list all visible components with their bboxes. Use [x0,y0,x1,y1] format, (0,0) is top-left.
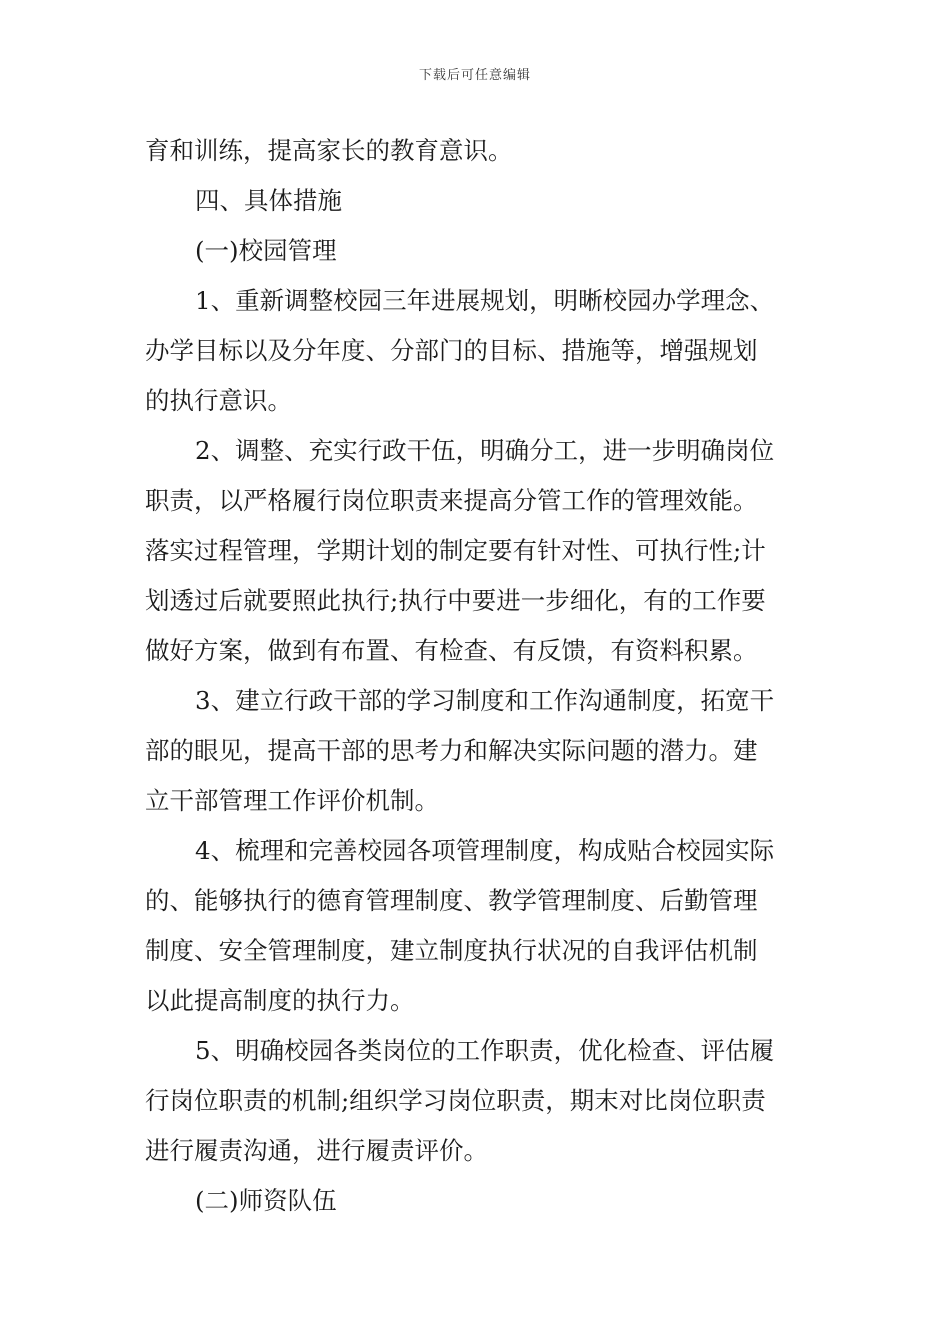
subsection-heading: (一)校园管理 [195,236,337,265]
text-line: 划透过后就要照此执行;执行中要进一步细化，有的工作要 [145,586,766,615]
text-line: 3、建立行政干部的学习制度和工作沟通制度，拓宽干 [195,686,775,715]
text-line: 5、明确校园各类岗位的工作职责，优化检查、评估履 [195,1036,775,1065]
text-line: 2、调整、充实行政干伍，明确分工，进一步明确岗位 [195,436,775,465]
text-line: 职责，以严格履行岗位职责来提高分管工作的管理效能。 [145,486,758,515]
text-line: 做好方案，做到有布置、有检查、有反馈，有资料积累。 [145,636,758,665]
text-line: 立干部管理工作评价机制。 [145,786,439,815]
text-line: 制度、安全管理制度，建立制度执行状况的自我评估机制 [145,936,758,965]
text-line: 落实过程管理，学期计划的制定要有针对性、可执行性;计 [145,536,766,565]
section-heading: 四、具体措施 [195,186,342,215]
text-line: 以此提高制度的执行力。 [145,986,415,1015]
text-line: 育和训练，提高家长的教育意识。 [145,136,513,165]
text-line: 行岗位职责的机制;组织学习岗位职责，期末对比岗位职责 [145,1086,766,1115]
text-line: 1、重新调整校园三年进展规划，明晰校园办学理念、 [195,286,775,315]
subsection-heading: (二)师资队伍 [195,1186,337,1215]
text-line: 办学目标以及分年度、分部门的目标、措施等，增强规划 [145,336,758,365]
text-line: 进行履责沟通，进行履责评价。 [145,1136,488,1165]
text-line: 的、能够执行的德育管理制度、教学管理制度、后勤管理 [145,886,758,915]
page-header: 下载后可任意编辑 [418,68,531,83]
text-line: 部的眼见，提高干部的思考力和解决实际问题的潜力。建 [145,736,758,765]
text-line: 4、梳理和完善校园各项管理制度，构成贴合校园实际 [195,836,775,865]
text-line: 的执行意识。 [145,386,292,415]
document-body [145,126,810,1226]
